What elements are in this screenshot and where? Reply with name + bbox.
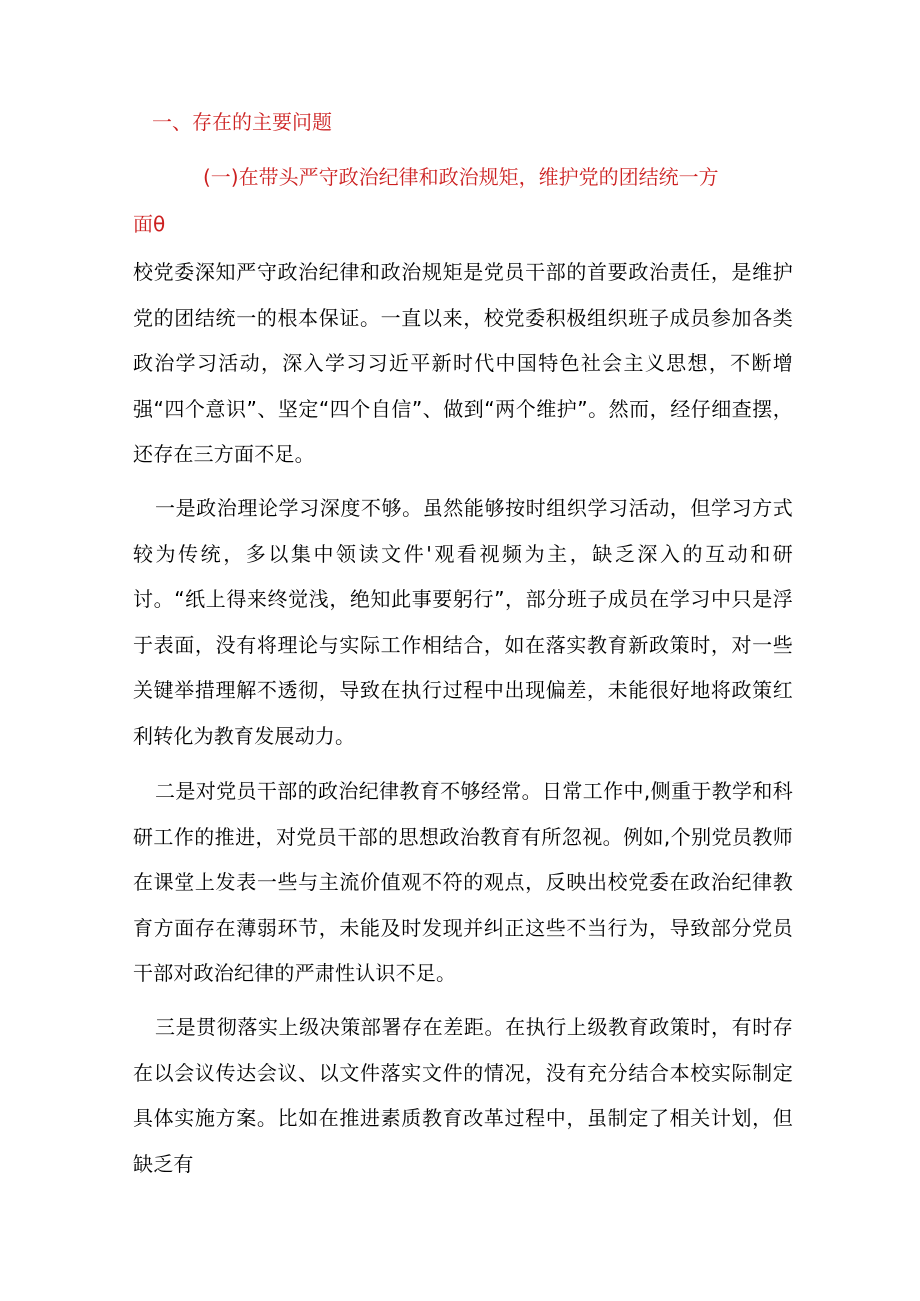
paragraph-point-three: 三是贯彻落实上级决策部署存在差距。在执行上级教育政策时，有时存在以会议传达会议、以文件落实文件的情况，没有充分结合本校实际制定具体实施方案。比如在推进素质教育改革过程中，虽制定了相关计划，但缺乏有 (133, 1015, 793, 1176)
section-heading: 一、存在的主要问题 (152, 110, 332, 134)
subsection-heading-line-2: 面θ (133, 212, 166, 236)
subsection-heading-line-1: (一)在带头严守政治纪律和政治规矩，维护党的团结统一方 (203, 165, 719, 189)
paragraph-point-one: 一是政治理论学习深度不够。虽然能够按时组织学习活动，但学习方式较为传统，多以集中领读文件'观看视频为主，缺乏深入的互动和研讨。“纸上得来终觉浅，绝知此事要躬行”，部分班子成员在学习中只是浮于表面，没有将理论与实际工作相结合，如在落实教育新政策时，对一些关键举措理解不透彻，导致在执行过程中出现偏差，未能很好地将政策红利转化为教育发展动力。 (133, 496, 793, 748)
paragraph-intro: 校党委深知严守政治纪律和政治规矩是党员干部的首要政治责任，是维护党的团结统一的根本保证。一直以来，校党委积极组织班子成员参加各类政治学习活动，深入学习习近平新时代中国特色社会主义思想，不断增强“四个意识”、坚定“四个自信”、做到“两个维护”。然而，经仔细查摆，还存在三方面不足。 (133, 260, 793, 466)
paragraph-point-two: 二是对党员干部的政治纪律教育不够经常。日常工作中,侧重于教学和科研工作的推进，对党员干部的思想政治教育有所忽视。例如,个别党员教师在课堂上发表一些与主流价值观不符的观点，反映出校党委在政治纪律教育方面存在薄弱环节，未能及时发现并纠正这些不当行为，导致部分党员干部对政治纪律的严肃性认识不足。 (133, 779, 793, 985)
